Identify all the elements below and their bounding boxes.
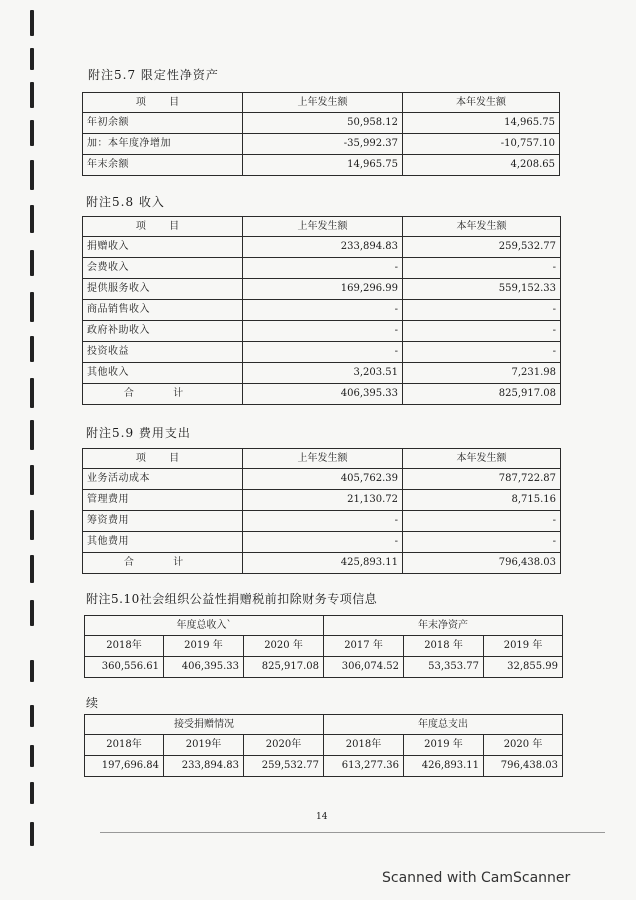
total-label: 合 计 — [83, 384, 243, 405]
header-item: 项 目 — [83, 217, 243, 237]
row-curr: 559,152.33 — [403, 279, 561, 300]
table-row — [83, 342, 561, 363]
year-cell: 2017 年 — [324, 636, 404, 657]
donation-info-table — [84, 615, 563, 678]
table-row — [83, 532, 561, 553]
year-cell: 2020年 — [244, 735, 324, 756]
header-prev-year: 上年发生额 — [243, 217, 403, 237]
section-title-5-7: 附注5.7 限定性净资产 — [88, 68, 219, 82]
row-curr: 7,231.98 — [403, 363, 561, 384]
table-header-row — [83, 93, 560, 113]
value-cell: 306,074.52 — [324, 657, 404, 678]
year-cell: 2018年 — [85, 636, 164, 657]
value-cell: 613,277.36 — [324, 756, 404, 777]
table-row — [83, 490, 561, 511]
row-curr: - — [403, 342, 561, 363]
row-curr: - — [403, 258, 561, 279]
header-prev-year: 上年发生额 — [243, 449, 403, 469]
row-label: 其他费用 — [83, 532, 243, 553]
table-total-row — [83, 384, 561, 405]
row-label: 业务活动成本 — [83, 469, 243, 490]
year-cell: 2019 年 — [484, 636, 563, 657]
total-prev: 425,893.11 — [243, 553, 403, 574]
row-prev: - — [243, 321, 403, 342]
total-prev: 406,395.33 — [243, 384, 403, 405]
row-curr: 4,208.65 — [403, 155, 560, 176]
table-group-row — [85, 616, 563, 636]
row-curr: -10,757.10 — [403, 134, 560, 155]
group-total-expenses: 年度总支出 — [324, 715, 563, 735]
value-cell: 32,855.99 — [484, 657, 563, 678]
group-total-income: 年度总收入` — [85, 616, 324, 636]
table-row — [83, 279, 561, 300]
row-curr: - — [403, 532, 561, 553]
row-label: 提供服务收入 — [83, 279, 243, 300]
row-label: 捐赠收入 — [83, 237, 243, 258]
table-row — [83, 300, 561, 321]
net-assets-table — [82, 92, 560, 176]
section-title-5-10: 附注5.10社会组织公益性捐赠税前扣除财务专项信息 — [86, 592, 378, 606]
year-cell: 2018年 — [324, 735, 404, 756]
value-cell: 53,353.77 — [404, 657, 484, 678]
row-label: 其他收入 — [83, 363, 243, 384]
row-curr: 259,532.77 — [403, 237, 561, 258]
row-label: 加：本年度净增加 — [83, 134, 243, 155]
table-value-row — [85, 756, 563, 777]
row-label: 政府补助收入 — [83, 321, 243, 342]
header-curr-year: 本年发生额 — [403, 217, 561, 237]
year-cell: 2020 年 — [484, 735, 563, 756]
total-label: 合 计 — [83, 553, 243, 574]
value-cell: 825,917.08 — [244, 657, 324, 678]
table-row — [83, 321, 561, 342]
row-prev: - — [243, 342, 403, 363]
row-label: 年末余额 — [83, 155, 243, 176]
table-row — [83, 258, 561, 279]
section-title-continued: 续 — [86, 696, 100, 710]
row-prev: - — [243, 300, 403, 321]
table-year-row — [85, 636, 563, 657]
row-prev: 169,296.99 — [243, 279, 403, 300]
row-label: 会费收入 — [83, 258, 243, 279]
row-label: 年初余额 — [83, 113, 243, 134]
table-row — [83, 113, 560, 134]
value-cell: 406,395.33 — [164, 657, 244, 678]
year-cell: 2018年 — [85, 735, 164, 756]
year-cell: 2020 年 — [244, 636, 324, 657]
header-curr-year: 本年发生额 — [403, 449, 561, 469]
row-prev: 14,965.75 — [243, 155, 403, 176]
year-cell: 2019 年 — [164, 636, 244, 657]
table-row — [83, 511, 561, 532]
row-label: 商品销售收入 — [83, 300, 243, 321]
row-prev: 405,762.39 — [243, 469, 403, 490]
value-cell: 233,894.83 — [164, 756, 244, 777]
value-cell: 259,532.77 — [244, 756, 324, 777]
row-prev: - — [243, 511, 403, 532]
row-prev: - — [243, 258, 403, 279]
table-row — [83, 134, 560, 155]
row-curr: 14,965.75 — [403, 113, 560, 134]
header-curr-year: 本年发生额 — [403, 93, 560, 113]
expense-table — [82, 448, 561, 574]
row-label: 管理费用 — [83, 490, 243, 511]
table-group-row — [85, 715, 563, 735]
row-label: 筹资费用 — [83, 511, 243, 532]
year-cell: 2019年 — [164, 735, 244, 756]
total-curr: 796,438.03 — [403, 553, 561, 574]
row-prev: 3,203.51 — [243, 363, 403, 384]
scanner-watermark: Scanned with CamScanner — [382, 870, 571, 886]
page-number: 14 — [316, 812, 328, 822]
row-prev: 233,894.83 — [243, 237, 403, 258]
year-cell: 2019 年 — [404, 735, 484, 756]
row-curr: - — [403, 321, 561, 342]
row-curr: 787,722.87 — [403, 469, 561, 490]
row-prev: 21,130.72 — [243, 490, 403, 511]
row-curr: 8,715.16 — [403, 490, 561, 511]
value-cell: 796,438.03 — [484, 756, 563, 777]
table-header-row — [83, 217, 561, 237]
binding-marks — [26, 0, 40, 860]
row-prev: - — [243, 532, 403, 553]
table-header-row — [83, 449, 561, 469]
table-total-row — [83, 553, 561, 574]
section-title-5-9: 附注5.9 费用支出 — [86, 426, 191, 440]
header-item: 项 目 — [83, 93, 243, 113]
row-curr: - — [403, 300, 561, 321]
total-curr: 825,917.08 — [403, 384, 561, 405]
value-cell: 360,556.61 — [85, 657, 164, 678]
row-prev: -35,992.37 — [243, 134, 403, 155]
footer-rule — [100, 832, 605, 833]
donation-expense-table — [84, 714, 563, 777]
value-cell: 426,893.11 — [404, 756, 484, 777]
table-year-row — [85, 735, 563, 756]
table-row — [83, 155, 560, 176]
row-curr: - — [403, 511, 561, 532]
row-prev: 50,958.12 — [243, 113, 403, 134]
header-item: 项 目 — [83, 449, 243, 469]
table-value-row — [85, 657, 563, 678]
section-title-5-8: 附注5.8 收入 — [86, 195, 165, 209]
year-cell: 2018 年 — [404, 636, 484, 657]
table-row — [83, 469, 561, 490]
header-prev-year: 上年发生额 — [243, 93, 403, 113]
value-cell: 197,696.84 — [85, 756, 164, 777]
row-label: 投资收益 — [83, 342, 243, 363]
group-year-end-net-assets: 年末净资产 — [324, 616, 563, 636]
income-table — [82, 216, 561, 405]
group-donations-received: 接受捐赠情况 — [85, 715, 324, 735]
table-row — [83, 363, 561, 384]
table-row — [83, 237, 561, 258]
